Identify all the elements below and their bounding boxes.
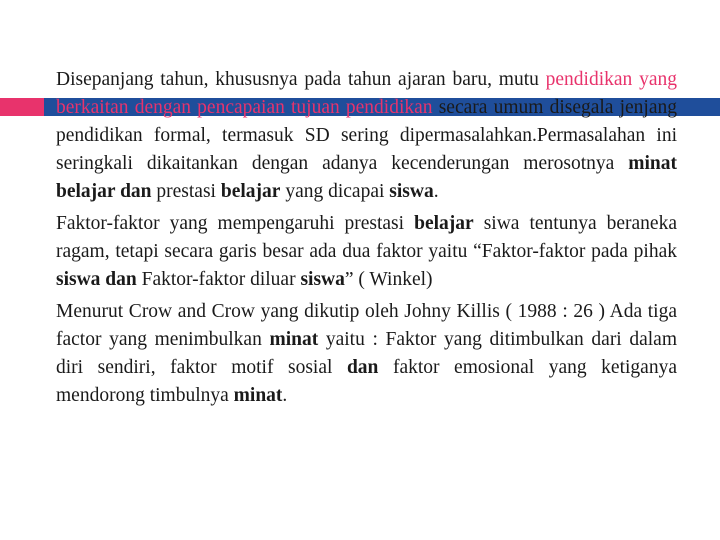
bold-keyword: belajar xyxy=(414,213,474,234)
accent-stripe-pink xyxy=(0,98,44,116)
text-segment: Faktor-faktor yang mempengaruhi prestasi xyxy=(56,213,415,234)
bold-keyword: belajar xyxy=(220,181,281,202)
text-segment: Menurut Crow and Crow yang dikutip oleh Johny Killis ( 1988 : 26 ) Ada tiga factor yang menimbulkan xyxy=(56,301,677,350)
bold-keyword: minat xyxy=(233,385,283,406)
text-segment: Faktor-faktor diluar xyxy=(136,269,301,290)
bold-keyword: siswa xyxy=(389,181,434,202)
text-segment: . xyxy=(433,181,439,202)
text-segment: faktor emosional yang ketiganya mendorong timbulnya xyxy=(56,357,677,406)
bold-keyword: siswa dan xyxy=(56,269,137,290)
text-segment: Disepanjang tahun, khususnya pada tahun ajaran baru, mutu xyxy=(56,69,546,90)
text-segment: prestasi xyxy=(151,181,221,202)
text-segment: secara umum disegala jenjang pendidikan formal, termasuk SD sering dipermasalahkan.Permasalahan ini seringkali dikaitankan dengan adanya kecenderungan merosotnya xyxy=(56,97,678,174)
text-segment: yaitu : Faktor yang ditimbulkan dari dalam diri sendiri, faktor motif sosial xyxy=(56,329,677,378)
paragraph-2 xyxy=(56,210,677,294)
bold-keyword: siswa xyxy=(300,269,345,290)
bold-keyword: minat xyxy=(269,329,319,350)
paragraph-3 xyxy=(56,298,677,410)
highlighted-text: pendidikan yang berkaitan dengan pencapaian tujuan pendidikan xyxy=(56,69,677,118)
paragraph-1 xyxy=(56,66,677,206)
text-segment: yang dicapai xyxy=(280,181,390,202)
bold-keyword: dan xyxy=(346,357,379,378)
text-segment: . xyxy=(282,385,288,406)
text-segment: siwa tentunya beraneka ragam, tetapi secara garis besar ada dua faktor yaitu “Faktor-faktor pada pihak xyxy=(56,213,677,262)
slide-body xyxy=(56,66,677,414)
bold-keyword: minat belajar dan xyxy=(56,153,677,202)
text-segment: ” ( Winkel) xyxy=(344,269,433,290)
